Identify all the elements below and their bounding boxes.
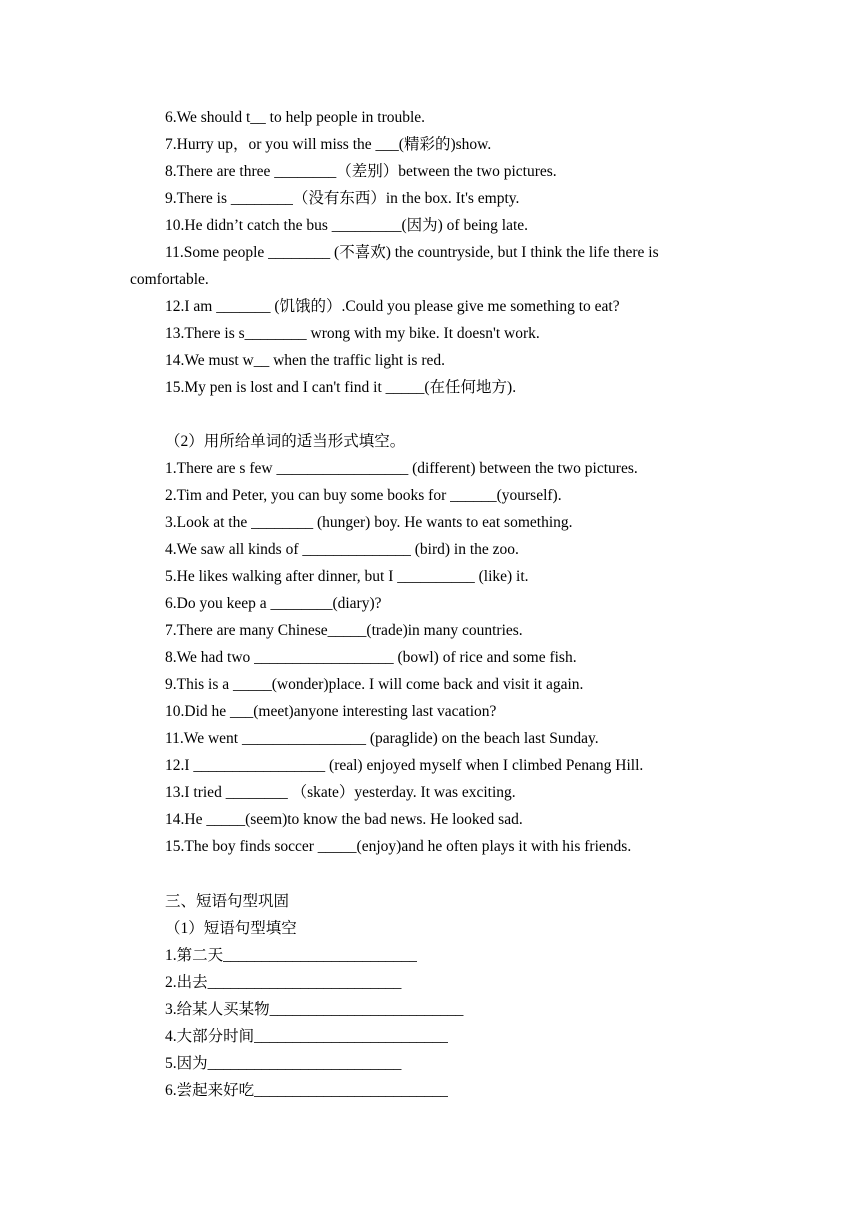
phrase-line: 3.给某人买某物_________________________ — [165, 1001, 464, 1018]
section-title: 三、短语句型巩固 — [165, 893, 290, 910]
exercise-line: 1.There are s few _________________ (different) between the two pictures. — [165, 460, 638, 477]
exercise-line: 13.There is s________ wrong with my bike. It doesn't work. — [165, 325, 540, 342]
exercise-line: 10.Did he ___(meet)anyone interesting last vacation? — [165, 703, 497, 720]
exercise-line: 8.We had two __________________ (bowl) of rice and some fish. — [165, 649, 577, 666]
exercise-line: 6.Do you keep a ________(diary)? — [165, 595, 382, 612]
exercise-line: 8.There are three ________（差别）between the two pictures. — [165, 163, 557, 180]
section-heading: （1）短语句型填空 — [165, 920, 297, 937]
exercise-line: 3.Look at the ________ (hunger) boy. He wants to eat something. — [165, 514, 573, 531]
exercise-line: 14.We must w__ when the traffic light is red. — [165, 352, 445, 369]
exercise-line: 6.We should t__ to help people in trouble. — [165, 109, 426, 126]
phrase-line: 4.大部分时间_________________________ — [165, 1028, 448, 1045]
exercise-line: 11.We went ________________ (paraglide) on the beach last Sunday. — [165, 730, 599, 747]
exercise-line: 7.Hurry up，or you will miss the ___(精彩的)show. — [165, 136, 492, 153]
exercise-line: 9.This is a _____(wonder)place. I will come back and visit it again. — [165, 676, 584, 693]
exercise-line: 7.There are many Chinese_____(trade)in many countries. — [165, 622, 523, 639]
exercise-line: 10.He didn’t catch the bus _________(因为) of being late. — [165, 217, 529, 234]
phrase-line: 2.出去_________________________ — [165, 974, 402, 991]
exercise-line: 4.We saw all kinds of ______________ (bird) in the zoo. — [165, 541, 519, 558]
exercise-line: 12.I _________________ (real) enjoyed myself when I climbed Penang Hill. — [165, 757, 644, 774]
phrase-line: 5.因为_________________________ — [165, 1055, 402, 1072]
exercise-line: 12.I am _______ (饥饿的）.Could you please give me something to eat? — [165, 298, 620, 315]
exercise-line: 14.He _____(seem)to know the bad news. He looked sad. — [165, 811, 523, 828]
exercise-line: 13.I tried ________ （skate）yesterday. It was exciting. — [165, 784, 516, 801]
section-heading: （2）用所给单词的适当形式填空。 — [165, 433, 406, 450]
phrase-section — [130, 888, 730, 1104]
exercise-line: 9.There is ________（没有东西）in the box. It's empty. — [165, 190, 520, 207]
phrase-line: 1.第二天_________________________ — [165, 947, 417, 964]
exercise-line: 15.My pen is lost and I can't find it _____(在任何地方). — [165, 379, 517, 396]
vocab-fill-section — [130, 104, 730, 401]
exercise-line: 5.He likes walking after dinner, but I __________ (like) it. — [165, 568, 529, 585]
exercise-line: 2.Tim and Peter, you can buy some books for ______(yourself). — [165, 487, 562, 504]
phrase-line: 6.尝起来好吃_________________________ — [165, 1082, 448, 1099]
exercise-line: 11.Some people ________ (不喜欢) the countryside, but I think the life there is comfortable. — [130, 244, 659, 288]
exercise-line: 15.The boy finds soccer _____(enjoy)and he often plays it with his friends. — [165, 838, 632, 855]
word-form-section — [130, 428, 730, 860]
